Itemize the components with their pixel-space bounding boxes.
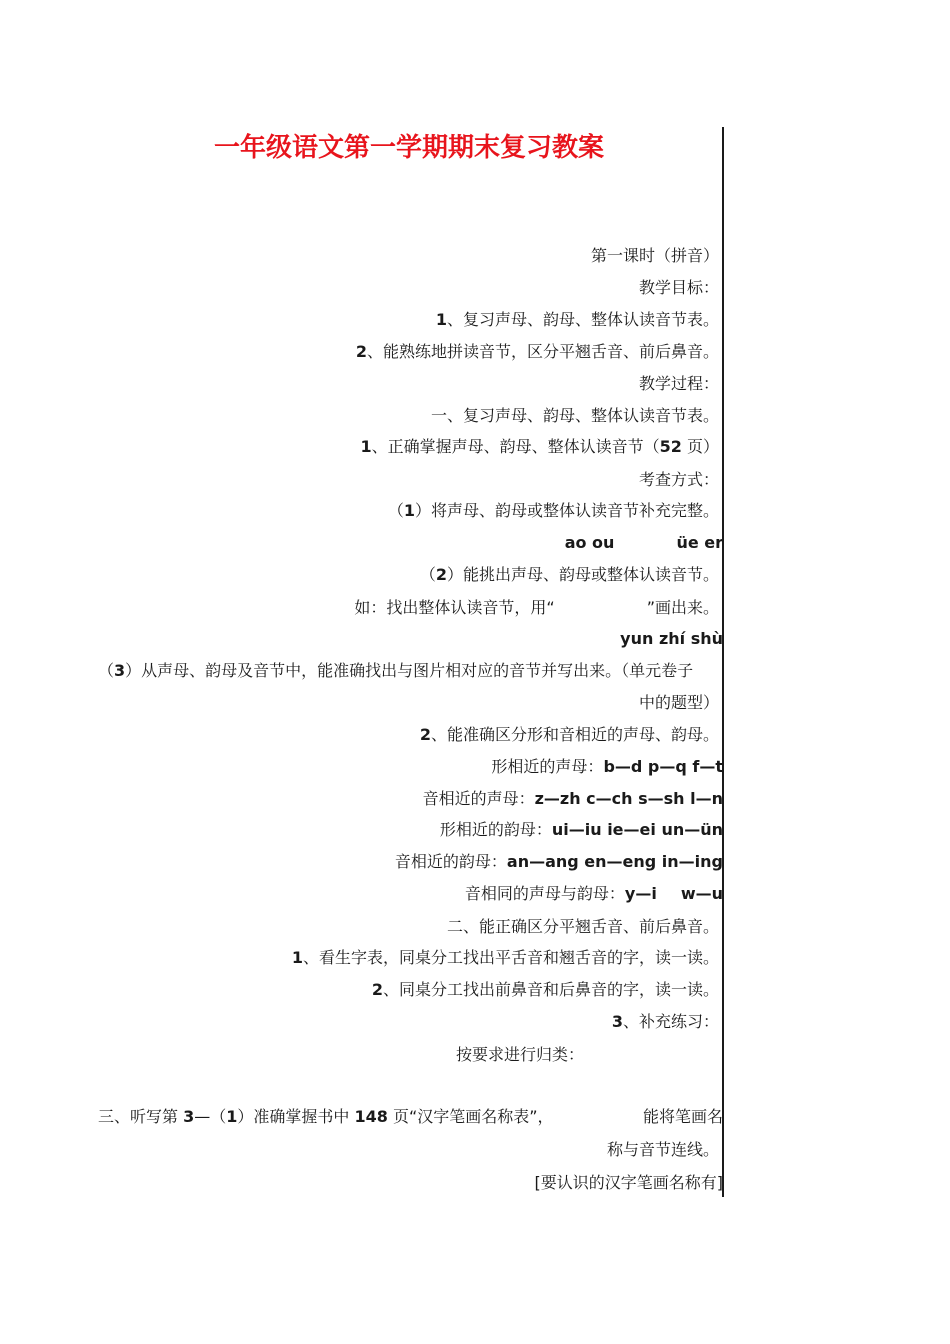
item-1-1-page: 52 xyxy=(659,437,682,456)
similar-shape-finals-pinyin: ui—iu ie—ei un—ün xyxy=(551,820,723,839)
similar-sound-finals-label: 音相近的韵母： xyxy=(394,852,507,871)
classification-instruction-text: 按要求进行归类： xyxy=(455,1045,584,1064)
item-2-2-text: 、同桌分工找出前鼻音和后鼻音的字，读一读。 xyxy=(382,980,719,999)
lesson-heading xyxy=(591,245,719,267)
objective-2 xyxy=(356,341,719,363)
section-3-text-e: 能将笔画名 xyxy=(642,1107,723,1126)
item-2-1-number: 1 xyxy=(291,948,303,967)
assessment-1-number: 1 xyxy=(403,501,415,520)
assessment-2 xyxy=(420,564,719,586)
item-2-3-number: 3 xyxy=(611,1012,623,1031)
section-3-page: 148 xyxy=(354,1107,388,1126)
assessment-2-open: （ xyxy=(419,565,436,584)
item-1-1-suffix: 页） xyxy=(681,437,719,456)
objective-1 xyxy=(436,309,719,331)
item-2-2-number: 2 xyxy=(371,980,383,999)
section-3-text-b: —（ xyxy=(194,1107,227,1126)
assessment-heading-text: 考查方式： xyxy=(638,470,719,489)
assessment-1-text: ）将声母、韵母或整体认读音节补充完整。 xyxy=(414,501,719,520)
objective-1-text: 、复习声母、韵母、整体认读音节表。 xyxy=(446,310,719,329)
objective-2-number: 2 xyxy=(355,342,367,361)
item-2-1 xyxy=(292,947,719,969)
item-1-2 xyxy=(420,724,719,746)
similar-shape-finals-label: 形相近的韵母： xyxy=(439,820,552,839)
lesson-heading-text: 第一课时（拼音） xyxy=(590,246,719,265)
similar-shape-initials-pinyin: b—d p—q f—t xyxy=(603,757,723,776)
assessment-heading xyxy=(639,469,719,491)
section-3-heading xyxy=(98,1106,723,1128)
objective-2-text: 、能熟练地拼读音节，区分平翘舌音、前后鼻音。 xyxy=(366,342,719,361)
objectives-heading-text: 教学目标： xyxy=(638,278,719,297)
section-3-continued-text: 称与音节连线。 xyxy=(606,1140,719,1159)
section-3-text-d: 页“汉字笔画名称表”， xyxy=(387,1107,554,1126)
item-2-3-text: 、补充练习： xyxy=(622,1012,719,1031)
item-1-2-number: 2 xyxy=(419,725,431,744)
pinyin-example-1-a: ao ou xyxy=(564,533,615,552)
similar-shape-initials-label: 形相近的声母： xyxy=(491,757,604,776)
item-2-2 xyxy=(372,979,719,1001)
item-1-1-text: 、正确掌握声母、韵母、整体认读音节（ xyxy=(371,437,660,456)
item-2-3 xyxy=(612,1011,719,1033)
assessment-2-number: 2 xyxy=(435,565,447,584)
same-sound-pinyin-b: w—u xyxy=(680,884,723,903)
pinyin-example-1-b: üe er xyxy=(676,533,723,552)
same-sound-pinyin-a: y—i xyxy=(624,884,657,903)
pinyin-example-2-text: yun zhí shù xyxy=(620,629,723,648)
pinyin-example-2 xyxy=(620,628,723,650)
item-1-1-number: 1 xyxy=(360,437,372,456)
similar-sound-finals xyxy=(395,851,723,873)
section-2-heading xyxy=(447,916,719,938)
stroke-names-heading xyxy=(535,1172,724,1194)
assessment-3-continued-text: 中的题型） xyxy=(638,693,719,712)
document-title: 一年级语文第一学期期末复习教案 xyxy=(213,133,604,163)
example-instruction-a: 如：找出整体认读音节，用“ xyxy=(354,598,555,617)
assessment-3-number: 3 xyxy=(114,661,126,680)
item-1-2-text: 、能准确区分形和音相近的声母、韵母。 xyxy=(430,725,719,744)
section-3-number: 3 xyxy=(183,1107,195,1126)
process-heading xyxy=(639,373,719,395)
section-3-continued xyxy=(607,1139,719,1161)
assessment-1-open: （ xyxy=(387,501,404,520)
assessment-2-text: ）能挑出声母、韵母或整体认读音节。 xyxy=(446,565,719,584)
example-instruction xyxy=(354,597,719,619)
item-1-1 xyxy=(360,436,719,458)
stroke-names-heading-text: [要认识的汉字笔画名称有] xyxy=(534,1173,723,1192)
similar-sound-initials xyxy=(423,788,723,810)
similar-shape-initials xyxy=(491,756,723,778)
objectives-heading xyxy=(639,277,719,299)
classification-instruction xyxy=(456,1044,584,1066)
objective-1-number: 1 xyxy=(435,310,447,329)
similar-shape-finals xyxy=(440,819,723,841)
pinyin-example-1 xyxy=(565,532,723,554)
assessment-3-text: ）从声母、韵母及音节中，能准确找出与图片相对应的音节并写出来。（单元卷子 xyxy=(125,661,694,680)
section-3-text-a: 三、听写第 xyxy=(98,1107,184,1126)
process-heading-text: 教学过程： xyxy=(638,374,719,393)
section-2-heading-text: 二、能正确区分平翘舌音、前后鼻音。 xyxy=(446,917,719,936)
same-sound-label: 音相同的声母与韵母： xyxy=(464,884,625,903)
section-3-number-2: 1 xyxy=(226,1107,238,1126)
section-1-heading xyxy=(431,405,719,427)
similar-sound-finals-pinyin: an—ang en—eng in—ing xyxy=(506,852,723,871)
same-sound-initials-finals xyxy=(465,883,723,905)
example-instruction-b: ”画出来。 xyxy=(646,598,719,617)
section-1-heading-text: 一、复习声母、韵母、整体认读音节表。 xyxy=(430,406,719,425)
similar-sound-initials-label: 音相近的声母： xyxy=(422,789,535,808)
assessment-3-continued xyxy=(639,692,719,714)
assessment-3-open: （ xyxy=(98,661,115,680)
item-2-1-text: 、看生字表，同桌分工找出平舌音和翘舌音的字，读一读。 xyxy=(302,948,719,967)
similar-sound-initials-pinyin: z—zh c—ch s—sh l—n xyxy=(534,789,723,808)
assessment-1 xyxy=(388,500,719,522)
assessment-3 xyxy=(98,660,723,682)
section-3-text-c: ）准确掌握书中 xyxy=(237,1107,355,1126)
